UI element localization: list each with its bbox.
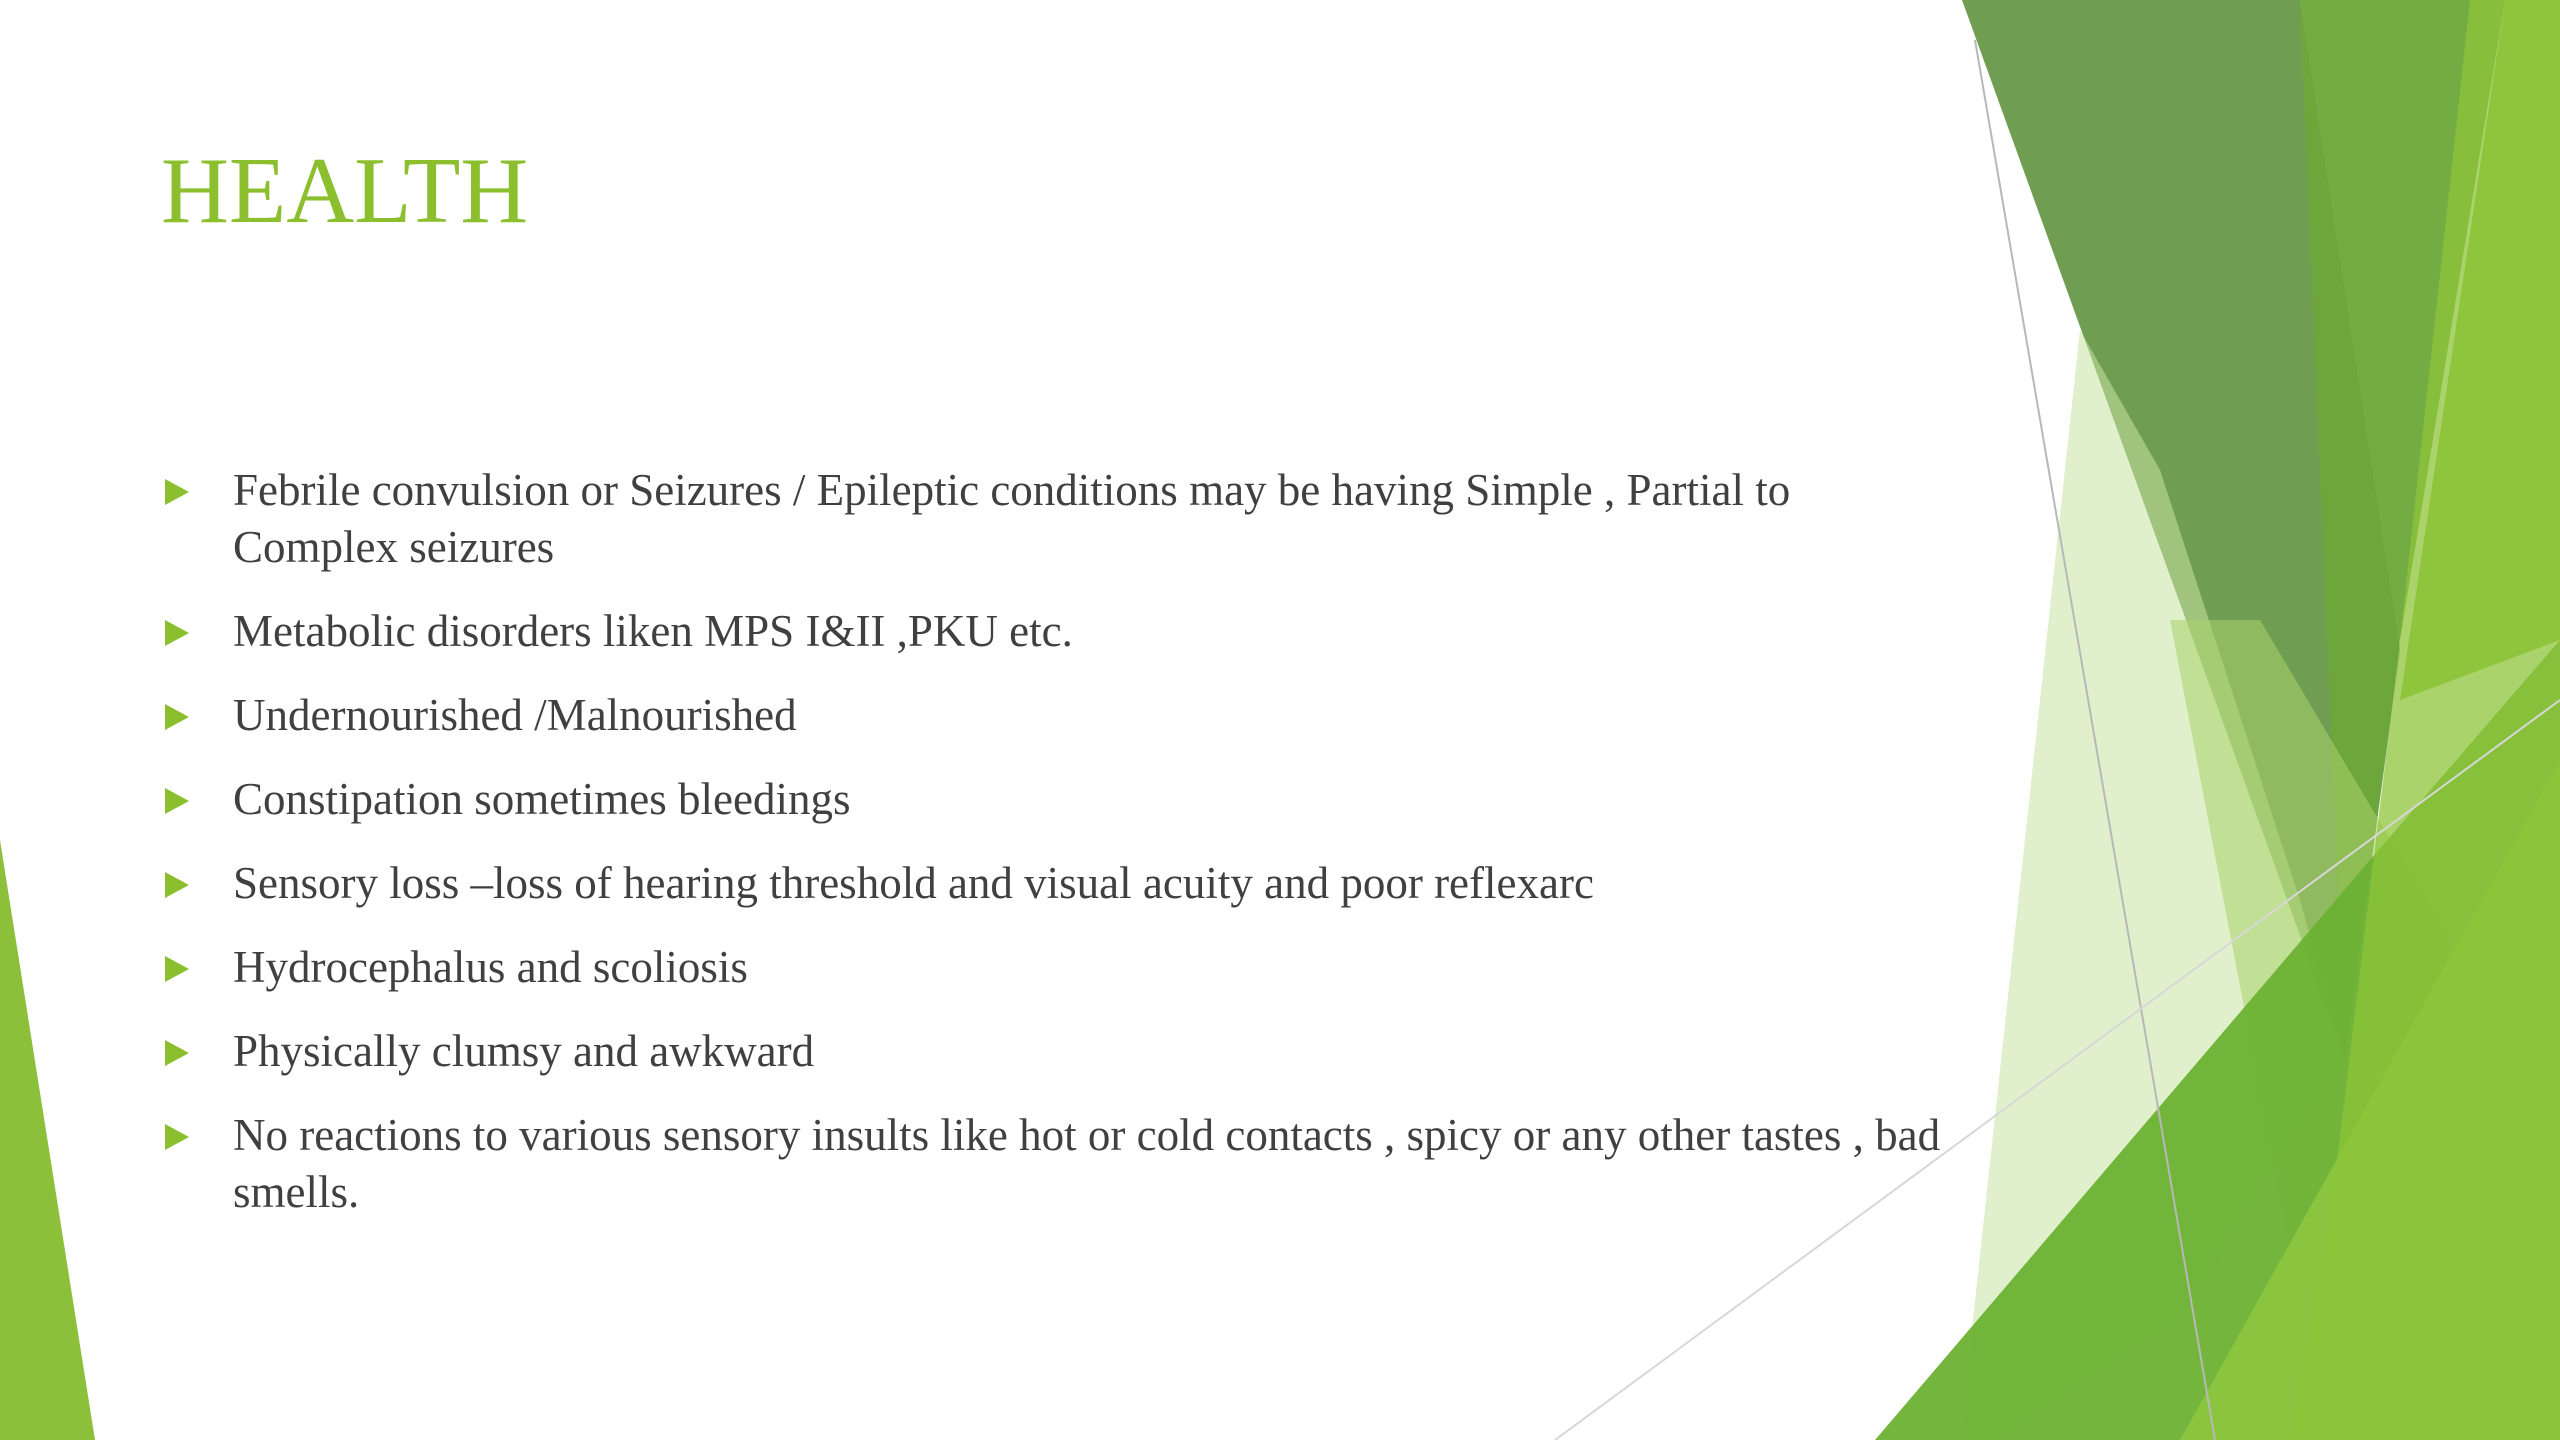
- triangle-right-icon: [165, 479, 189, 505]
- list-item: [161, 1107, 1951, 1221]
- bullet-text: Constipation sometimes bleedings: [233, 774, 851, 824]
- bullet-text: Sensory loss –loss of hearing threshold and visual acuity and poor reflexarc: [233, 858, 1594, 908]
- list-item: [161, 939, 1951, 996]
- triangle-right-icon: [165, 704, 189, 730]
- bullet-text: Hydrocephalus and scoliosis: [233, 942, 748, 992]
- triangle-right-icon: [165, 788, 189, 814]
- list-item: [161, 603, 1951, 660]
- bullet-text: Febrile convulsion or Seizures / Epileptic conditions may be having Simple , Partial to Complex seizures: [233, 465, 1791, 572]
- list-item: [161, 462, 1951, 576]
- list-item: [161, 855, 1951, 912]
- list-item: [161, 771, 1951, 828]
- list-item: [161, 1023, 1951, 1080]
- bullet-list: [161, 462, 1951, 1248]
- list-item: [161, 687, 1951, 744]
- triangle-right-icon: [165, 1040, 189, 1066]
- bullet-text: Physically clumsy and awkward: [233, 1026, 815, 1076]
- triangle-right-icon: [165, 872, 189, 898]
- bullet-text: No reactions to various sensory insults like hot or cold contacts , spicy or any other tastes , bad smells.: [233, 1110, 1941, 1217]
- bullet-text: Metabolic disorders liken MPS I&II ,PKU etc.: [233, 606, 1073, 656]
- left-edge-stripe: [0, 840, 95, 1440]
- bullet-text: Undernourished /Malnourished: [233, 690, 797, 740]
- slide-title: HEALTH: [161, 139, 529, 243]
- triangle-right-icon: [165, 956, 189, 982]
- triangle-right-icon: [165, 620, 189, 646]
- triangle-right-icon: [165, 1124, 189, 1150]
